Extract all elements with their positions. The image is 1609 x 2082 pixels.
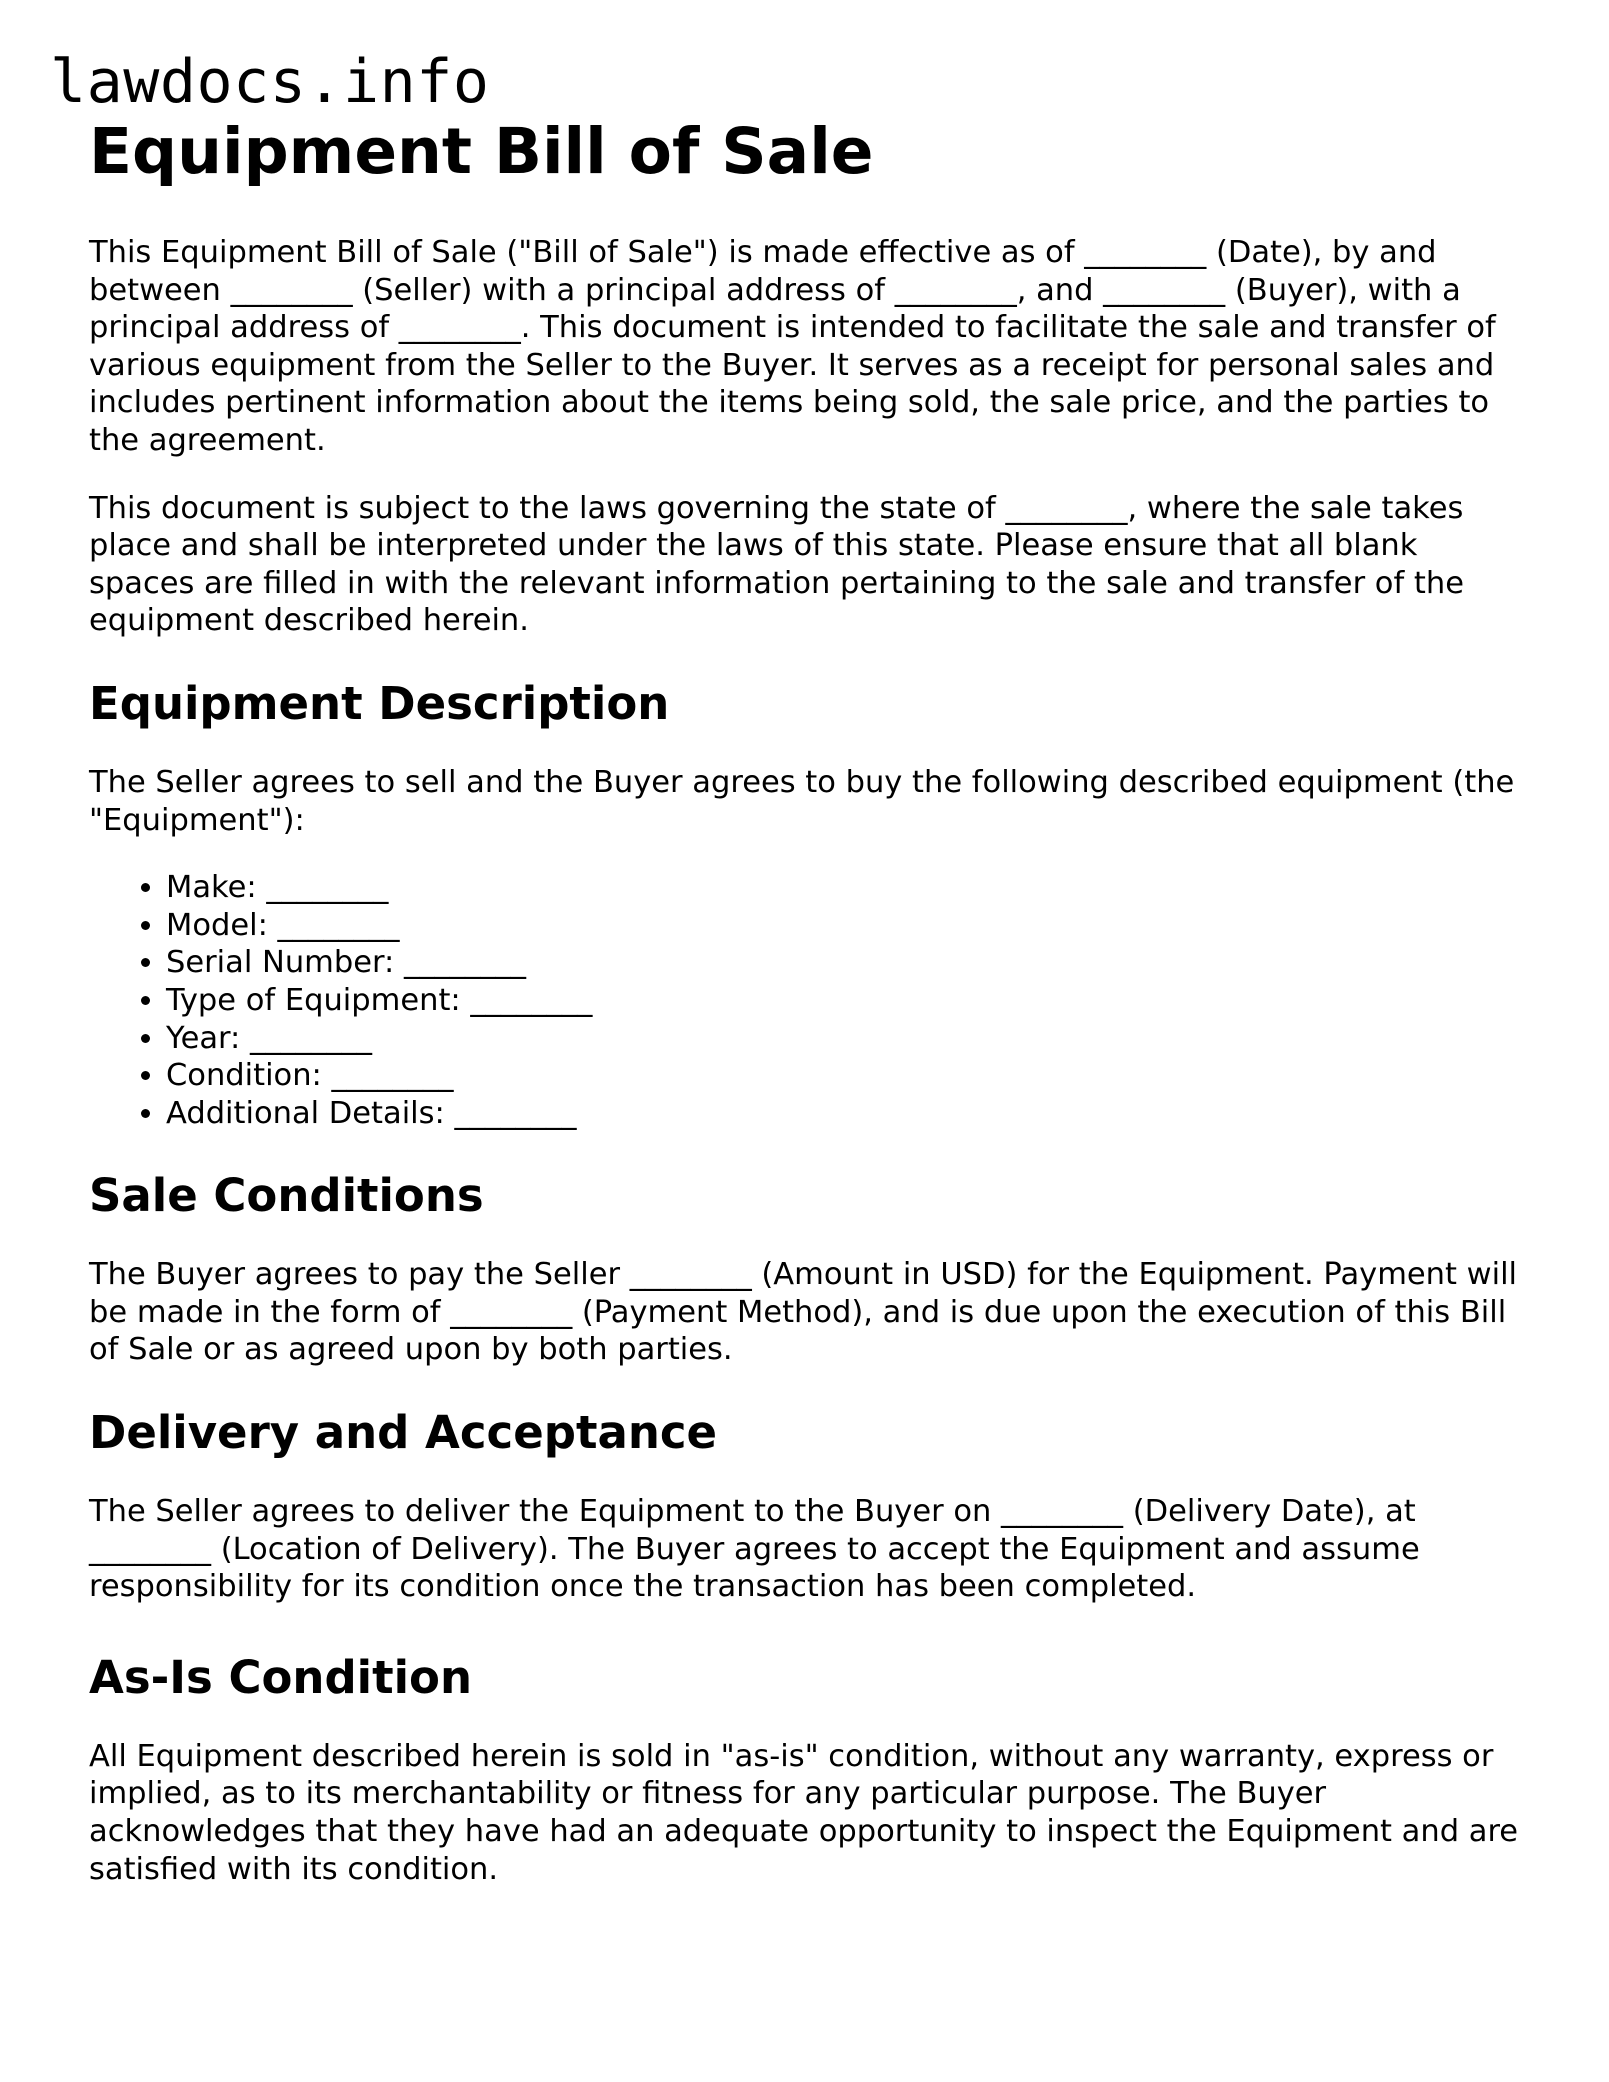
site-brand: lawdocs.info bbox=[50, 47, 490, 117]
section-heading-equipment-description: Equipment Description bbox=[89, 676, 670, 730]
document-title: Equipment Bill of Sale bbox=[89, 115, 874, 188]
list-item-make: • Make: ________ bbox=[166, 869, 1529, 907]
intro-paragraph-1: This Equipment Bill of Sale ("Bill of Sale") is made effective as of ________ (Date), by and between ________ (Seller) with a principal address of ________, and ________ (Buyer), with a principal address of ________. This document is intended to facilitate the sale and transfer of various equipment from the Seller to the Buyer. It serves as a receipt for personal sales and includes pertinent information about the items being sold, the sale price, and the parties to the agreement. bbox=[89, 235, 1496, 458]
document-body bbox=[89, 112, 1529, 1918]
sale-conditions-text: The Buyer agrees to pay the Seller ________ (Amount in USD) for the Equipment. Payment will be made in the form of ________ (Payment Method), and is due upon the execution of this Bill of Sale or as agreed upon by both parties. bbox=[89, 1257, 1518, 1368]
section-heading-sale-conditions: Sale Conditions bbox=[89, 1169, 484, 1223]
section-heading-as-is-condition: As-Is Condition bbox=[89, 1650, 472, 1704]
intro-paragraph-2: This document is subject to the laws governing the state of ________, where the sale takes place and shall be interpreted under the laws of this state. Please ensure that all blank spaces are filled in with the relevant information pertaining to the sale and transfer of the equipment described herein. bbox=[89, 490, 1464, 639]
list-item-additional-details: • Additional Details: ________ bbox=[166, 1095, 1529, 1133]
list-item-year: • Year: ________ bbox=[166, 1020, 1529, 1058]
list-item-model: • Model: ________ bbox=[166, 907, 1529, 945]
list-item-condition: • Condition: ________ bbox=[166, 1057, 1529, 1095]
list-item-type-of-equipment: • Type of Equipment: ________ bbox=[166, 982, 1529, 1020]
delivery-acceptance-text: The Seller agrees to deliver the Equipment to the Buyer on ________ (Delivery Date), at ________ (Location of Delivery). The Buyer agrees to accept the Equipment and assume responsibility for its condition once the transaction has been completed. bbox=[89, 1494, 1420, 1605]
equipment-details-list bbox=[89, 869, 1529, 1132]
section-heading-delivery-acceptance: Delivery and Acceptance bbox=[89, 1406, 718, 1460]
as-is-condition-text: All Equipment described herein is sold in "as-is" condition, without any warranty, express or implied, as to its merchantability or fitness for any particular purpose. The Buyer acknowledges that they have had an adequate opportunity to inspect the Equipment and are satisfied with its condition. bbox=[89, 1738, 1519, 1887]
equipment-description-text: The Seller agrees to sell and the Buyer agrees to buy the following described equipment (the "Equipment"): bbox=[89, 764, 1515, 838]
list-item-serial-number: • Serial Number: ________ bbox=[166, 944, 1529, 982]
